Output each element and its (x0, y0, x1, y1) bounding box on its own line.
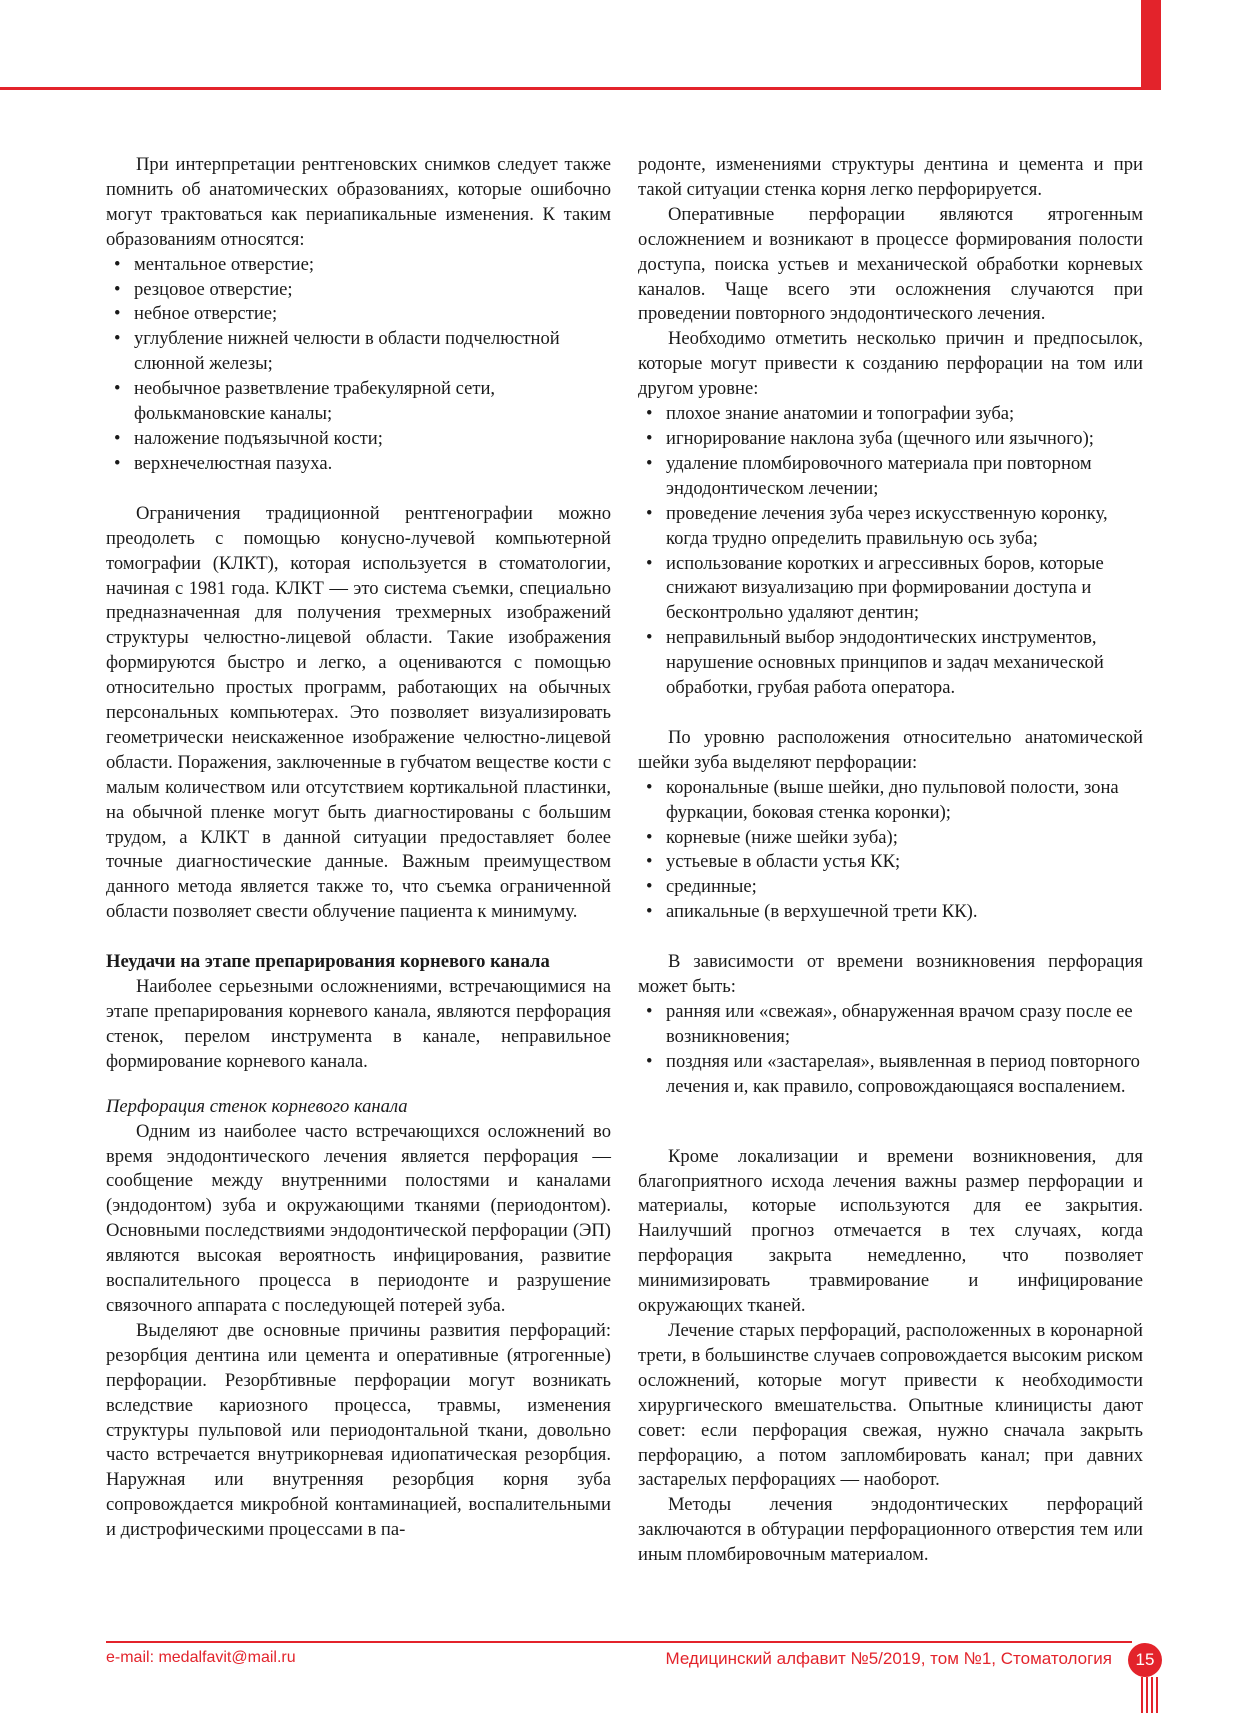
paragraph: Кроме локализации и времени возникновения, для благоприятного исхода лечения важны размер перфорации и материалы, которые используются для ее закрытия. Наилучший прогноз отмечается в тех случаях, когда перфорация закрыта немедленно, что позволяет минимизировать травмирование и инфицирование окружающих тканей. (638, 1145, 1143, 1317)
list-item: • апикальные (в верхушечной трети КК). (638, 900, 1143, 925)
paragraph: Выделяют две основные причины развития перфораций: резорбция дентина или цемента и оперативные (ятрогенные) перфорации. Резорбтивные перфорации могут возникать вследствие кариозного процесса, травмы, изменения структуры пульповой или периодонтальной ткани, довольно часто встречается внутрикорневая идиопатическая резорбция. Наружная или внутренняя резорбция корня зуба сопровождается микробной контаминацией, воспалительными и дистрофическими процессами в па- (106, 1319, 611, 1541)
section-subheading: Перфорация стенок корневого канала (106, 1095, 408, 1117)
paragraph: Наиболее серьезными осложнениями, встречающимися на этапе препарирования корневого канала, являются перфорация стенок, перелом инструмента в канале, неправильное формирование корневого канала. (106, 976, 611, 1072)
header-accent-bar (1141, 0, 1161, 90)
header-rule (0, 87, 1144, 90)
list-item: • верхнечелюстная пазуха. (106, 452, 611, 477)
timing-list (638, 1000, 1143, 1100)
paragraph: Оперативные перфорации являются ятрогенным осложнением и возникают в процессе формирования полости доступа, поиска устьев и механической обработки корневых каналов. Чаще всего эти осложнения случаются при проведении повторного эндодонтического лечения. (638, 203, 1143, 325)
paragraph: Методы лечения эндодонтических перфораций заключаются в обтурации перфорационного отверстия тем или иным пломбировочным материалом. (638, 1494, 1143, 1566)
list-item: • поздняя или «застарелая», выявленная в период повторного лечения и, как правило, сопровождающаяся воспалением. (638, 1050, 1143, 1100)
list-item: • ментальное отверстие; (106, 253, 611, 278)
list-item: • резцовое отверстие; (106, 278, 611, 303)
right-column (638, 153, 1143, 1568)
page-number: 15 (1128, 1643, 1162, 1677)
section-heading: Неудачи на этапе препарирования корневого канала (106, 951, 550, 973)
list-item: • наложение подъязычной кости; (106, 427, 611, 452)
left-column (106, 153, 611, 1543)
list-item: • неправильный выбор эндодонтических инструментов, нарушение основных принципов и задач механической обработки, грубая работа оператора. (638, 626, 1143, 701)
list-item: • небное отверстие; (106, 302, 611, 327)
paragraph: Лечение старых перфораций, расположенных в коронарной трети, в большинстве случаев сопровождается высоким риском осложнений, которые могут привести к необходимости хирургического вмешательства. Опытные клиницисты дают совет: если перфорация свежая, нужно сначала закрыть перфорацию, а потом запломбировать канал; при давних застарелых перфорациях — наоборот. (638, 1319, 1143, 1491)
list-item: • необычное разветвление трабекулярной сети, фолькмановские каналы; (106, 377, 611, 427)
list-item: • корневые (ниже шейки зуба); (638, 826, 1143, 851)
paragraph: Одним из наиболее часто встречающихся осложнений во время эндодонтического лечения является перфорация — сообщение между внутренними полостями и каналами (эндодонтом) зуба и окружающими тканями (периодонтом). Основными последствиями эндодонтической перфорации (ЭП) являются высокая вероятность инфицирования, развитие воспалительного процесса в периодонте и разрушение связочного аппарата с последующей потерей зуба. (106, 1120, 611, 1316)
paragraph: При интерпретации рентгеновских снимков следует также помнить об анатомических образованиях, которые ошибочно могут трактоваться как периапикальные изменения. К таким образованиям относятся: (106, 154, 611, 250)
location-list (638, 776, 1143, 925)
footer-rule (106, 1641, 1132, 1643)
footer-email: e-mail: medalfavit@mail.ru (106, 1649, 296, 1666)
list-item: • использование коротких и агрессивных боров, которые снижают визуализацию при формировании доступа и бесконтрольно удаляют дентин; (638, 552, 1143, 627)
list-item: • проведение лечения зуба через искусственную коронку, когда трудно определить правильную ось зуба; (638, 502, 1143, 552)
list-item: • удаление пломбировочного материала при повторном эндодонтическом лечении; (638, 452, 1143, 502)
paragraph: Необходимо отметить несколько причин и предпосылок, которые могут привести к созданию перфорации на том или другом уровне: (638, 328, 1143, 400)
list-item: • срединные; (638, 875, 1143, 900)
list-item: • плохое знание анатомии и топографии зуба; (638, 402, 1143, 427)
paragraph: По уровню расположения относительно анатомической шейки зуба выделяют перфорации: (638, 726, 1143, 773)
anatomy-list (106, 253, 611, 477)
list-item: • ранняя или «свежая», обнаруженная врачом сразу после ее возникновения; (638, 1000, 1143, 1050)
paragraph: Ограничения традиционной рентгенографии можно преодолеть с помощью конусно-лучевой компьютерной томографии (КЛКТ), которая используется в стоматологии, начиная с 1981 года. КЛКТ — это система съемки, специально предназначенная для получения трехмерных изображений структуры челюстно-лицевой области. Такие изображения формируются быстро и легко, а оцениваются с помощью относительно простых программ, работающих на обычных персональных компьютерах. Это позволяет визуализировать геометрически неискаженное изображение челюстно-лицевой области. Поражения, заключенные в губчатом веществе кости с малым количеством или отсутствием кортикальной пластинки, на обычной пленке могут быть диагностированы с большим трудом, а КЛКТ в данной ситуации предоставляет более точные диагностические данные. Важным преимуществом данного метода является также то, что съемка ограниченной области позволяет свести облучение пациента к минимуму. (106, 502, 611, 923)
paragraph: родонте, изменениями структуры дентина и цемента и при такой ситуации стенка корня легко перфорируется. (638, 154, 1143, 200)
footer-decoration (1141, 1677, 1161, 1713)
list-item: • игнорирование наклона зуба (щечного или язычного); (638, 427, 1143, 452)
paragraph: В зависимости от времени возникновения перфорация может быть: (638, 951, 1143, 998)
causes-list (638, 402, 1143, 701)
list-item: • углубление нижней челюсти в области подчелюстной слюнной железы; (106, 327, 611, 377)
list-item: • устьевые в области устья КК; (638, 850, 1143, 875)
footer-journal-title: Медицинский алфавит №5/2019, том №1, Стоматология (665, 1649, 1112, 1668)
list-item: • корональные (выше шейки, дно пульповой полости, зона фуркации, боковая стенка коронки); (638, 776, 1143, 826)
